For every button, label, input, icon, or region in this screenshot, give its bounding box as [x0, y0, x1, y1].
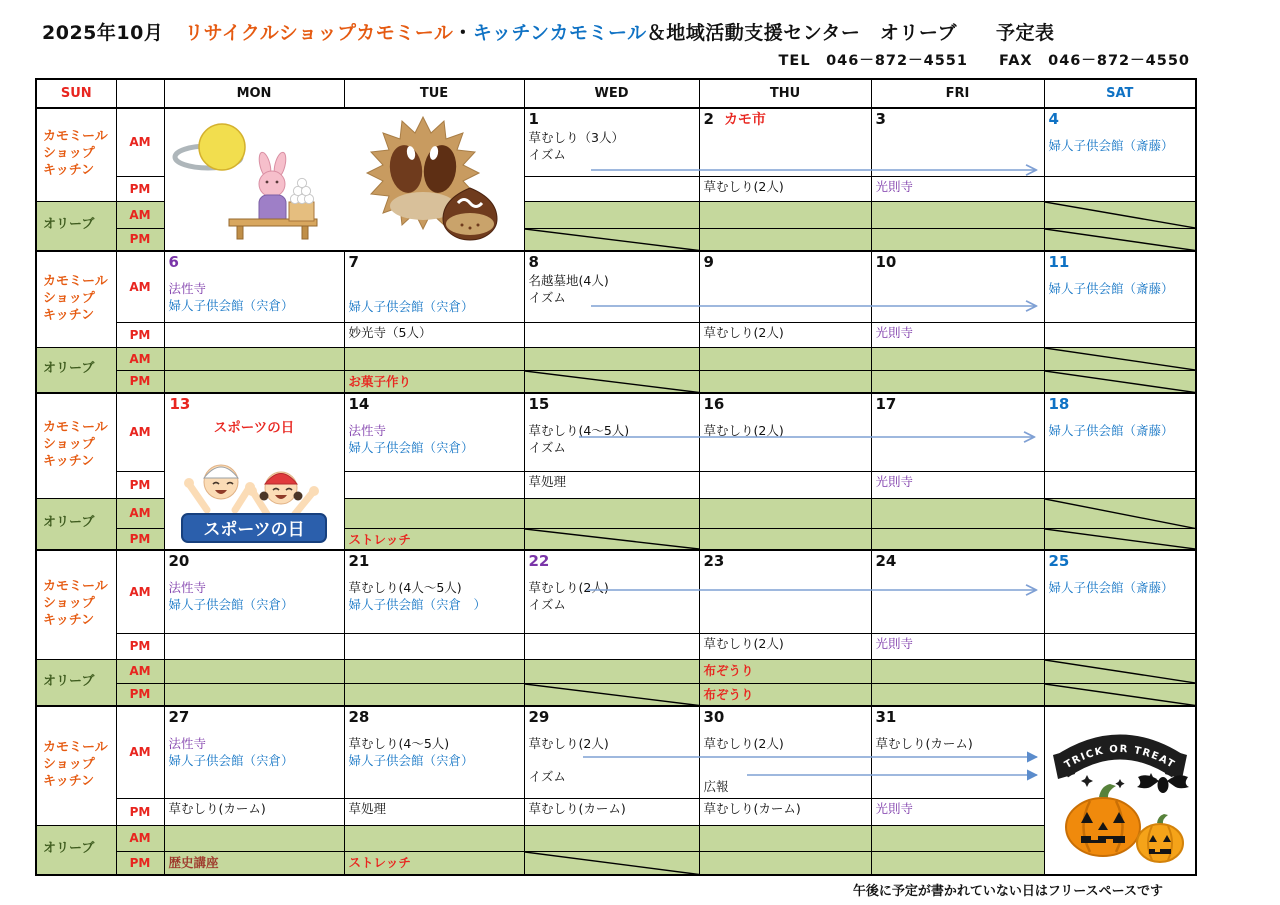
day-number: 15 [528, 395, 550, 413]
day-cell-oct3-pm: 光則寺 [871, 176, 1044, 201]
day-number: 4 [1048, 110, 1059, 128]
header-ampm-col [116, 79, 164, 108]
row-label-kamomile: カモミール ショップ キッチン [36, 251, 116, 347]
crossed-cell [1044, 347, 1196, 370]
olive-cell [871, 825, 1044, 851]
day-number: 10 [875, 253, 897, 271]
day-cell-oct30-am: 30 草むしり(2人) 広報 [699, 706, 871, 798]
olive-cell: 歴史講座 [164, 851, 344, 875]
olive-cell [344, 347, 524, 370]
row-label-kamomile: カモミール ショップ キッチン [36, 393, 116, 498]
day-number: 8 [528, 253, 539, 271]
olive-cell [524, 659, 699, 683]
day-cell-oct20-am: 20 法性寺 婦人子供会館（宍倉） [164, 550, 344, 633]
header-wed: WED [524, 79, 699, 108]
day-number: 7 [348, 253, 359, 271]
row-label-kamomile: カモミール ショップ キッチン [36, 550, 116, 659]
day-cell-oct11-pm [1044, 322, 1196, 347]
title-kitchen-name: キッチンカモミール [472, 22, 647, 44]
page-title [42, 18, 1280, 45]
day-cell-oct27-pm: 草むしり(カーム) [164, 798, 344, 825]
olive-cell [524, 498, 699, 529]
day-cell-oct28-am: 28 草むしり(4～5人) 婦人子供会館（宍倉） [344, 706, 524, 798]
day-number: 1 [528, 110, 539, 128]
crossed-cell [1044, 659, 1196, 683]
crossed-cell [1044, 370, 1196, 393]
day-cell-oct17-am [871, 393, 1044, 471]
day-cell-oct17-pm: 光則寺 [871, 471, 1044, 498]
time-label-am: AM [116, 251, 164, 322]
day-cell-oct20-pm [164, 633, 344, 659]
day-number: 29 [528, 708, 550, 726]
day-number: 28 [348, 708, 370, 726]
olive-cell [164, 347, 344, 370]
olive-cell [699, 851, 871, 875]
day-cell-oct31-am: 31 草むしり(カーム) [871, 706, 1044, 798]
olive-cell: ストレッチ [344, 529, 524, 551]
halloween-cell [1044, 706, 1196, 875]
day-number: 27 [168, 708, 190, 726]
crossed-cell [524, 370, 699, 393]
day-number: 21 [348, 552, 370, 570]
day-number: 20 [168, 552, 190, 570]
day-number: 11 [1048, 253, 1070, 271]
day-cell-oct30-pm: 草むしり(カーム) [699, 798, 871, 825]
olive-cell [871, 529, 1044, 551]
day-cell-oct3-am [871, 108, 1044, 176]
olive-cell [699, 201, 871, 228]
day-cell-oct8-pm [524, 322, 699, 347]
olive-cell [871, 370, 1044, 393]
day-number: 25 [1048, 552, 1070, 570]
olive-cell [164, 370, 344, 393]
day-cell-oct27-am: 27 法性寺 婦人子供会館（宍倉） [164, 706, 344, 798]
time-label-am: AM [116, 108, 164, 176]
day-cell-oct22-pm [524, 633, 699, 659]
crossed-cell [1044, 201, 1196, 228]
day-cell-oct4-pm [1044, 176, 1196, 201]
day-cell-oct8-am: 8 名越墓地(4人) イズム [524, 251, 699, 322]
olive-cell: ストレッチ [344, 851, 524, 875]
day-cell-oct25-am: 25 婦人子供会館（斎藤） [1044, 550, 1196, 633]
olive-cell [164, 659, 344, 683]
day-cell-oct14-am: 14 法性寺 婦人子供会館（宍倉） [344, 393, 524, 471]
olive-cell [871, 228, 1044, 251]
day-cell-oct23-pm: 草むしり(2人) [699, 633, 871, 659]
day-cell-oct16-am: 16 草むしり(2人) [699, 393, 871, 471]
day-cell-oct24-am [871, 550, 1044, 633]
olive-cell [164, 683, 344, 706]
row-label-olive: オリーブ [36, 201, 116, 251]
crossed-cell [524, 529, 699, 551]
header-sun: SUN [36, 79, 116, 108]
day-cell-oct22-am: 22 草むしり(2人) イズム [524, 550, 699, 633]
day-cell-oct29-pm: 草むしり(カーム) [524, 798, 699, 825]
crossed-cell [524, 228, 699, 251]
day-cell-oct24-pm: 光則寺 [871, 633, 1044, 659]
day-cell-oct9-pm: 草むしり(2人) [699, 322, 871, 347]
day-number: 3 [875, 110, 886, 128]
header-row [36, 79, 1196, 108]
olive-cell [699, 498, 871, 529]
time-label-pm: PM [116, 228, 164, 251]
tsukimi-chestnut-illustration [168, 111, 520, 245]
crossed-cell [1044, 498, 1196, 529]
day-cell-oct14-pm [344, 471, 524, 498]
row-label-olive: オリーブ [36, 498, 116, 550]
olive-cell [871, 201, 1044, 228]
olive-cell [699, 529, 871, 551]
day-cell-oct7-pm: 妙光寺（5人） [344, 322, 524, 347]
day-number: 18 [1048, 395, 1070, 413]
day-cell-oct23-am [699, 550, 871, 633]
crossed-cell [524, 851, 699, 875]
sports-day-cell [164, 393, 344, 550]
contact-line: TEL 046－872－4551 FAX 046－872－4550 [778, 53, 1190, 69]
row-label-olive: オリーブ [36, 659, 116, 706]
schedule-wrapper [35, 78, 1195, 876]
olive-cell [524, 347, 699, 370]
title-year-month: 2025年10月 [42, 22, 164, 44]
day-cell-oct1-pm [524, 176, 699, 201]
header-thu: THU [699, 79, 871, 108]
header-mon: MON [164, 79, 344, 108]
day-cell-oct6-am: 6 法性寺 婦人子供会館（宍倉） [164, 251, 344, 322]
day-number: 14 [348, 395, 370, 413]
day-cell-oct7-am: 7 婦人子供会館（宍倉） [344, 251, 524, 322]
header-tue: TUE [344, 79, 524, 108]
day-cell-oct16-pm [699, 471, 871, 498]
day-cell-oct21-am: 21 草むしり(4人～5人) 婦人子供会館（宍倉 ） [344, 550, 524, 633]
day-number: 6 [168, 253, 179, 271]
olive-cell [524, 201, 699, 228]
olive-cell [871, 683, 1044, 706]
day-cell-oct9-am [699, 251, 871, 322]
olive-cell [871, 851, 1044, 875]
day-number: 13 [169, 395, 191, 413]
olive-cell [344, 683, 524, 706]
header-fri: FRI [871, 79, 1044, 108]
day-cell-oct15-am: 15 草むしり(4～5人) イズム [524, 393, 699, 471]
day-number: 2 カモ市 [703, 110, 766, 128]
sports-day-sign-text: スポーツの日 [203, 520, 305, 540]
day-number: 31 [875, 708, 897, 726]
day-number: 16 [703, 395, 725, 413]
day-cell-oct1-am: 1 草むしり（3人） イズム [524, 108, 699, 176]
day-cell-oct2-am [699, 108, 871, 176]
day-cell-oct10-pm: 光則寺 [871, 322, 1044, 347]
crossed-cell [1044, 228, 1196, 251]
olive-cell [524, 825, 699, 851]
title-shop-name: リサイクルショップカモミール [184, 22, 454, 44]
olive-cell [699, 370, 871, 393]
day-number: 9 [703, 253, 714, 271]
olive-cell [699, 228, 871, 251]
day-number: 23 [703, 552, 725, 570]
time-label-am: AM [116, 201, 164, 228]
olive-cell: お菓子作り [344, 370, 524, 393]
olive-cell [871, 347, 1044, 370]
row-label-olive: オリーブ [36, 825, 116, 875]
tsukimi-chestnut-cell [164, 108, 524, 251]
olive-cell [871, 498, 1044, 529]
day-cell-oct25-pm [1044, 633, 1196, 659]
day-number: 24 [875, 552, 897, 570]
halloween-banner-text: TRICK OR TREAT [1062, 743, 1177, 771]
day-cell-oct29-am: 29 草むしり(2人) イズム [524, 706, 699, 798]
olive-cell: 布ぞうり [699, 659, 871, 683]
holiday-label: スポーツの日 [213, 420, 295, 436]
time-label-pm: PM [116, 322, 164, 347]
olive-cell [344, 825, 524, 851]
day-cell-oct15-pm: 草処理 [524, 471, 699, 498]
crossed-cell [1044, 529, 1196, 551]
day-number: 22 [528, 552, 550, 570]
halloween-illustration [1047, 709, 1193, 869]
footer-note: 午後に予定が書かれていない日はフリースペースです [852, 884, 1163, 899]
event-kamoichi: カモ市 [723, 112, 766, 128]
sports-day-illustration [169, 438, 339, 544]
olive-cell [699, 347, 871, 370]
olive-cell [164, 825, 344, 851]
olive-cell [344, 659, 524, 683]
day-cell-oct10-am [871, 251, 1044, 322]
olive-cell: 布ぞうり [699, 683, 871, 706]
row-label-kamomile: カモミール ショップ キッチン [36, 108, 116, 201]
row-label-kamomile: カモミール ショップ キッチン [36, 706, 116, 825]
day-cell-oct31-pm: 光則寺 [871, 798, 1044, 825]
title-separator: ・ [453, 22, 473, 44]
day-number: 17 [875, 395, 897, 413]
day-cell-oct6-pm [164, 322, 344, 347]
schedule-table: SUN MON TUE WED THU FRI SAT カモミール ショップ キッチン AM 1 草むしり（3人） イズム 2 カモ市 3 4 婦人子供会館（斎藤） PM 草むしり(2人) 光則寺 オリーブ AM PM カモミール ショップ キッチン AM 6 法性寺 婦人子供会館（宍倉） 7 婦人子供会館（宍倉） 8 名越墓地(4人) イズム 9 10 11 婦人子供会館（斎藤） PM 妙光寺（5人） 草むしり(2人) 光則寺 オリーブ AM PM お菓子作り カモミール ショップ キッチン AM 13 スポーツの日 スポーツの日 14 法性寺 婦人子供会館（宍倉） 15 草むしり(4～5人) イズム 16 草むしり(2人) 17 18 婦人子供会館（斎藤） PM 草処理 光則寺 オリーブ AM PM ストレッチ カモミール ショップ キッチン AM 20 法性寺 婦人子供会館（宍倉） 21 草むしり(4人～5人) 婦人子供会館（宍倉 ） 22 草むしり(2人) イズム 23 24 25 婦人子供会館（斎藤） PM 草むしり(2人) 光則寺 オリーブ AM 布ぞうり PM 布ぞうり カモミール ショップ キッチン AM 27 法性寺 婦人子供会館（宍倉） 28 草むしり(4～5人) 婦人子供会館（宍倉） 29 草むしり(2人) イズム 30 草むしり(2人) 広報 31 草むしり(カーム) TRICK OR TREAT PM 草むしり(カーム) 草処理 草むしり(カーム) 草むしり(カーム) 光則寺 オリーブ AM PM 歴史講座 ストレッチ [35, 78, 1197, 876]
olive-cell [699, 825, 871, 851]
day-cell-oct28-pm: 草処理 [344, 798, 524, 825]
day-cell-oct18-am: 18 婦人子供会館（斎藤） [1044, 393, 1196, 471]
header-sat: SAT [1044, 79, 1196, 108]
day-cell-oct4-am: 4 婦人子供会館（斎藤） [1044, 108, 1196, 176]
title-rest: ＆地域活動支援センター オリーブ 予定表 [646, 22, 1055, 44]
row-label-olive: オリーブ [36, 347, 116, 393]
olive-cell [344, 498, 524, 529]
time-label-pm: PM [116, 176, 164, 201]
olive-cell [871, 659, 1044, 683]
day-cell-oct21-pm [344, 633, 524, 659]
crossed-cell [1044, 683, 1196, 706]
day-cell-oct2-pm: 草むしり(2人) [699, 176, 871, 201]
day-cell-oct11-am: 11 婦人子供会館（斎藤） [1044, 251, 1196, 322]
crossed-cell [524, 683, 699, 706]
day-cell-oct18-pm [1044, 471, 1196, 498]
day-number: 30 [703, 708, 725, 726]
